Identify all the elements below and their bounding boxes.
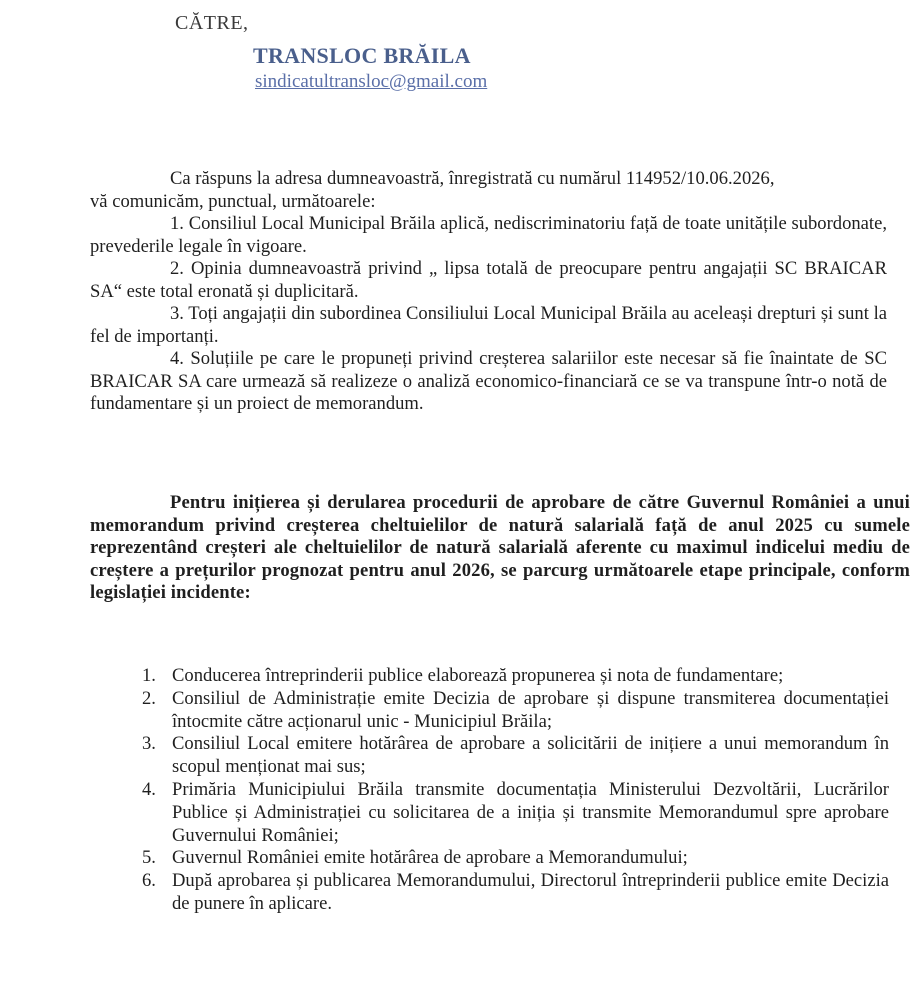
procedure-steps [142, 665, 889, 916]
intro-line: Ca răspuns la adresa dumneavoastră, înregistrată cu numărul 114952/10.06.2026, [170, 168, 775, 189]
step-number: 1. [142, 665, 156, 686]
email-link[interactable]: sindicatultransloc@gmail.com [255, 71, 488, 92]
step-number: 6. [142, 870, 156, 892]
letter-body [90, 168, 887, 416]
step-text: Conducerea întreprinderii publice elaborează propunerea și nota de fundamentare; [172, 665, 784, 686]
organization-name: TRANSLOC BRĂILA [253, 43, 471, 68]
step-item [142, 847, 889, 870]
step-number: 4. [142, 778, 156, 800]
step-text: Consiliul de Administrație emite Decizia de aprobare și dispune transmiterea documentației întocmite către acționarul unic - Municipiul Brăila; [172, 687, 889, 732]
addressee-block [175, 12, 487, 93]
step-number: 2. [142, 687, 156, 709]
step-text: Primăria Municipiului Brăila transmite documentația Ministerului Dezvoltării, Lucrărilor Publice și Administrației cu solicitarea de a iniția și transmite Memorandumul spre aprobare Guvernului României; [172, 778, 889, 846]
step-item [142, 779, 889, 847]
step-text: Consiliul Local emitere hotărârea de aprobare a solicitării de inițiere a unui memorandum în scopul menționat mai sus; [172, 733, 889, 778]
point-3: 3. Toți angajații din subordinea Consiliului Local Municipal Brăila au aceleași drepturi și sunt la fel de importanți. [90, 303, 887, 347]
step-item [142, 665, 889, 688]
procedure-intro: Pentru inițierea și derularea procedurii de aprobare de către Guvernul României a unui memorandum privind creșterea cheltuielilor de natură salarială față de anul 2025 cu sumele reprezentând creșteri ale cheltuielilor de natură salarială aferente cu maximul indicelui mediu de creștere a prețurilor prognozat pentru anul 2026, se parcurg următoarele etape principale, conform legislației incidente: [90, 492, 910, 604]
point-2: 2. Opinia dumneavoastră privind „ lipsa totală de preocupare pentru angajații SC BRAICAR SA“ este total eronată și duplicitară. [90, 258, 887, 302]
point-4: 4. Soluțiile pe care le propuneți privind creșterea salariilor este necesar să fie înaintate de SC BRAICAR SA care urmează să realizeze o analiză economico-financiară ce se va transpune într-o notă de fundamentare și un proiect de memorandum. [90, 348, 887, 414]
step-number: 5. [142, 847, 156, 869]
step-number: 3. [142, 733, 156, 755]
to-label: CĂTRE, [175, 12, 249, 34]
step-item [142, 870, 889, 916]
point-1: 1. Consiliul Local Municipal Brăila aplică, nediscriminatoriu față de toate unitățile subordonate, prevederile legale în vigoare. [90, 213, 887, 257]
intro-line-continued: vă comunicăm, punctual, următoarele: [90, 190, 376, 212]
step-item [142, 733, 889, 779]
step-item [142, 688, 889, 734]
step-text: Guvernul României emite hotărârea de aprobare a Memorandumului; [172, 847, 688, 869]
step-text: După aprobarea și publicarea Memorandumului, Directorul întreprinderii publice emite Decizia de punere în aplicare. [172, 870, 889, 914]
